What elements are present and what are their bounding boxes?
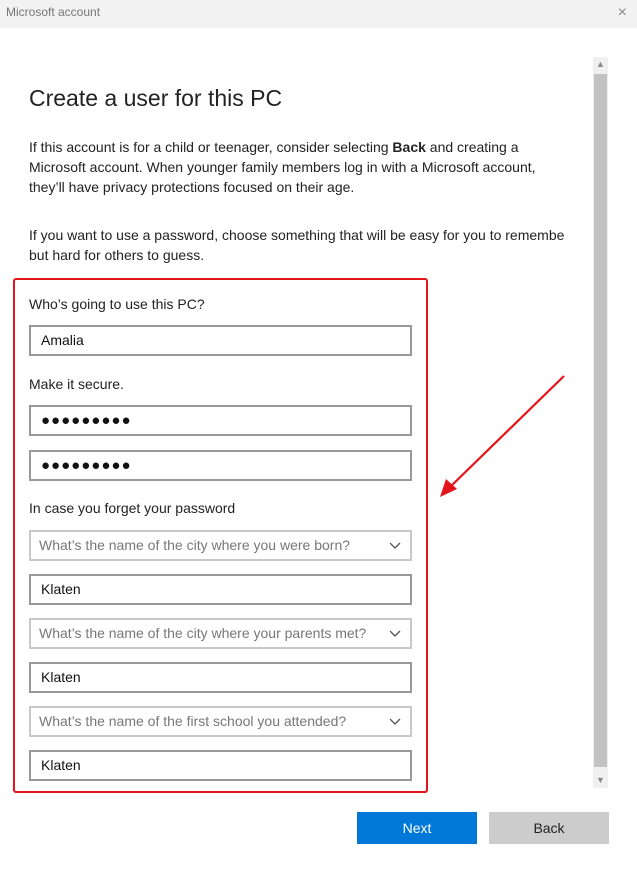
next-button[interactable]: Next (357, 812, 477, 844)
confirm-password-input[interactable]: ●●●●●●●●● (29, 450, 412, 481)
scrollbar-thumb[interactable] (594, 74, 607, 767)
advice-text: but hard for others to guess. (29, 247, 205, 263)
security-answer-1-input[interactable]: Klaten (29, 574, 412, 605)
scroll-up-icon[interactable]: ▲ (596, 59, 605, 69)
security-question-3-select[interactable] (29, 706, 412, 737)
security-question-2-text: What’s the name of the city where your parents met? (39, 625, 367, 641)
security-question-2-select[interactable] (29, 618, 412, 649)
vertical-scrollbar[interactable] (593, 57, 608, 788)
title-bar (0, 0, 637, 28)
close-icon[interactable]: × (617, 4, 627, 21)
child-account-notice (29, 137, 597, 197)
chevron-down-icon (388, 620, 402, 647)
notice-text: Microsoft account. When younger family members log in with a Microsoft account, (29, 159, 536, 175)
password-input[interactable]: ●●●●●●●●● (29, 405, 412, 436)
window-title: Microsoft account (6, 5, 101, 19)
chevron-down-icon (388, 532, 402, 559)
security-question-3-text: What’s the name of the first school you attended? (39, 713, 347, 729)
notice-text: they’ll have privacy protections focused on their age. (29, 179, 355, 195)
security-answer-3-input[interactable]: Klaten (29, 750, 412, 781)
security-question-1-select[interactable] (29, 530, 412, 561)
notice-text: If this account is for a child or teenager, consider selecting (29, 139, 393, 155)
annotation-arrow-icon (430, 370, 570, 505)
security-question-1-text: What’s the name of the city where you were born? (39, 537, 351, 553)
password-advice (29, 225, 597, 265)
security-answer-2-input[interactable]: Klaten (29, 662, 412, 693)
notice-back-keyword: Back (392, 139, 426, 155)
back-button[interactable]: Back (489, 812, 609, 844)
scroll-down-icon[interactable]: ▼ (596, 775, 605, 785)
notice-text: and creating a (425, 139, 519, 155)
username-input[interactable]: Amalia (29, 325, 412, 356)
password-label: Make it secure. (29, 376, 124, 392)
security-questions-label: In case you forget your password (29, 500, 236, 516)
username-label: Who’s going to use this PC? (29, 296, 205, 312)
chevron-down-icon (388, 708, 402, 735)
advice-text: If you want to use a password, choose something that will be easy for you to remembe (29, 227, 565, 243)
page-title: Create a user for this PC (29, 85, 283, 111)
